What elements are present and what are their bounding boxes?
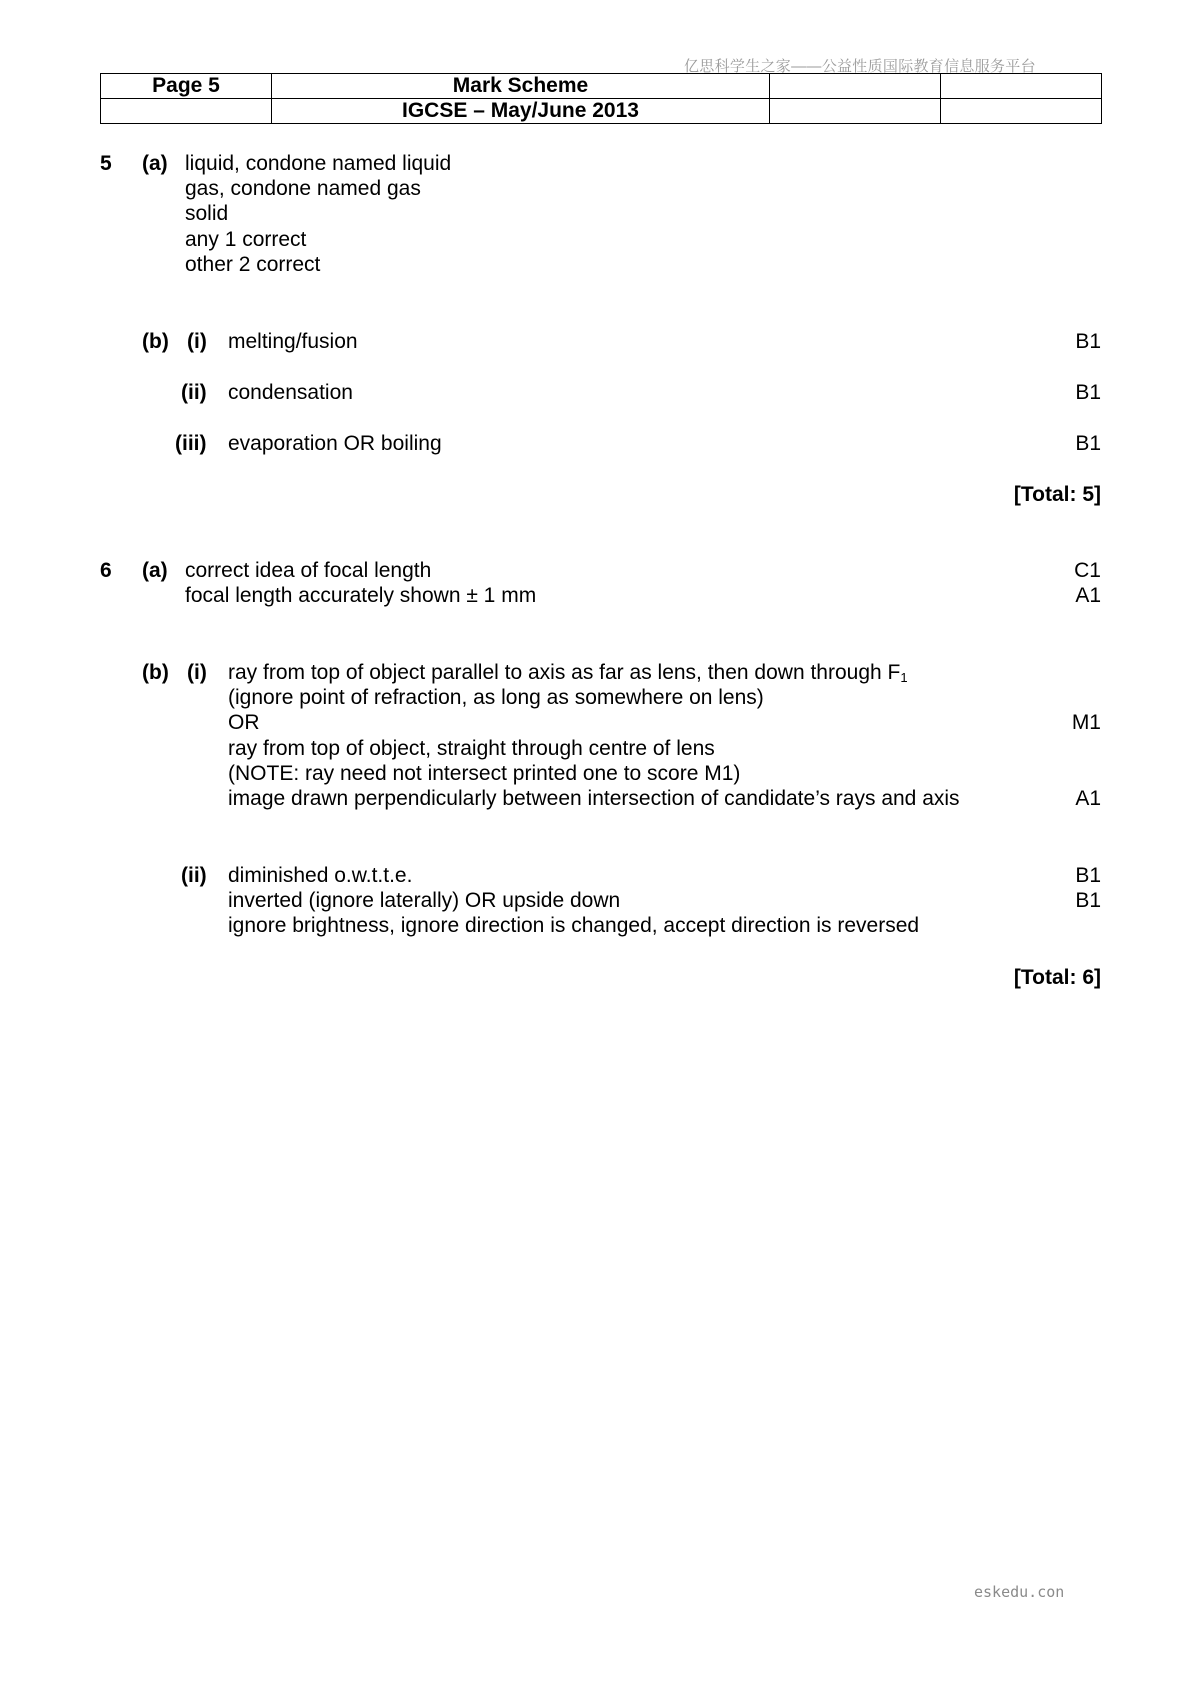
answer-line: image drawn perpendicularly between intersection of candidate’s rays and axis — [228, 787, 960, 810]
page-subtitle: IGCSE – May/June 2013 — [272, 99, 770, 124]
mark-code: A1 — [1075, 584, 1101, 607]
subpart-label-6bi: (i) — [187, 661, 207, 684]
page-title: Mark Scheme — [272, 74, 770, 99]
watermark-bottom: eskedu.con — [974, 1583, 1065, 1601]
answer-line: diminished o.w.t.t.e. — [228, 864, 413, 887]
mark-code: B1 — [1075, 432, 1101, 455]
answer-line: any 1 correct — [185, 228, 307, 251]
answer-line: (ignore point of refraction, as long as somewhere on lens) — [228, 686, 764, 709]
answer-line: (NOTE: ray need not intersect printed one to score M1) — [228, 762, 741, 785]
mark-code: A1 — [1075, 787, 1101, 810]
answer-line: OR — [228, 711, 260, 734]
question-number-5: 5 — [100, 152, 112, 175]
answer-line: other 2 correct — [185, 253, 321, 276]
subpart-label-5bi: (i) — [187, 330, 207, 353]
header-empty-cell — [941, 74, 1102, 99]
answer-line: ray from top of object, straight through centre of lens — [228, 737, 715, 760]
answer-line: inverted (ignore laterally) OR upside down — [228, 889, 621, 912]
page-number: Page 5 — [101, 74, 272, 99]
answer-line: correct idea of focal length — [185, 559, 432, 582]
subpart-label-6bii: (ii) — [181, 864, 207, 887]
answer-line: gas, condone named gas — [185, 177, 421, 200]
mark-code: M1 — [1071, 711, 1101, 734]
answer-line: condensation — [228, 381, 353, 404]
mark-code: B1 — [1075, 889, 1101, 912]
subpart-label-5bii: (ii) — [181, 381, 207, 404]
header-empty-cell — [101, 99, 272, 124]
part-label-6b: (b) — [142, 661, 169, 684]
mark-code: B1 — [1075, 381, 1101, 404]
part-label-5a: (a) — [142, 152, 168, 175]
part-label-6a: (a) — [142, 559, 168, 582]
answer-line: solid — [185, 202, 229, 225]
header-table — [100, 73, 1102, 124]
answer-line: melting/fusion — [228, 330, 358, 353]
watermark-top: 亿思科学生之家——公益性质国际教育信息服务平台 — [684, 58, 1036, 75]
subpart-label-5biii: (iii) — [175, 432, 207, 455]
total-6: [Total: 6] — [1013, 966, 1101, 989]
question-number-6: 6 — [100, 559, 112, 582]
subscript: 1 — [900, 670, 908, 685]
part-label-5b: (b) — [142, 330, 169, 353]
total-5: [Total: 5] — [1013, 483, 1101, 506]
mark-code: B1 — [1075, 864, 1101, 887]
answer-line: focal length accurately shown ± 1 mm — [185, 584, 537, 607]
header-empty-cell — [770, 99, 941, 124]
answer-line — [228, 660, 908, 685]
answer-line: liquid, condone named liquid — [185, 152, 452, 175]
header-empty-cell — [941, 99, 1102, 124]
mark-code: C1 — [1074, 559, 1101, 582]
mark-code: B1 — [1075, 330, 1101, 353]
header-empty-cell — [770, 74, 941, 99]
answer-line: evaporation OR boiling — [228, 432, 442, 455]
answer-text: ray from top of object parallel to axis as far as lens, then down through F — [228, 661, 901, 684]
answer-line: ignore brightness, ignore direction is changed, accept direction is reversed — [228, 914, 920, 937]
